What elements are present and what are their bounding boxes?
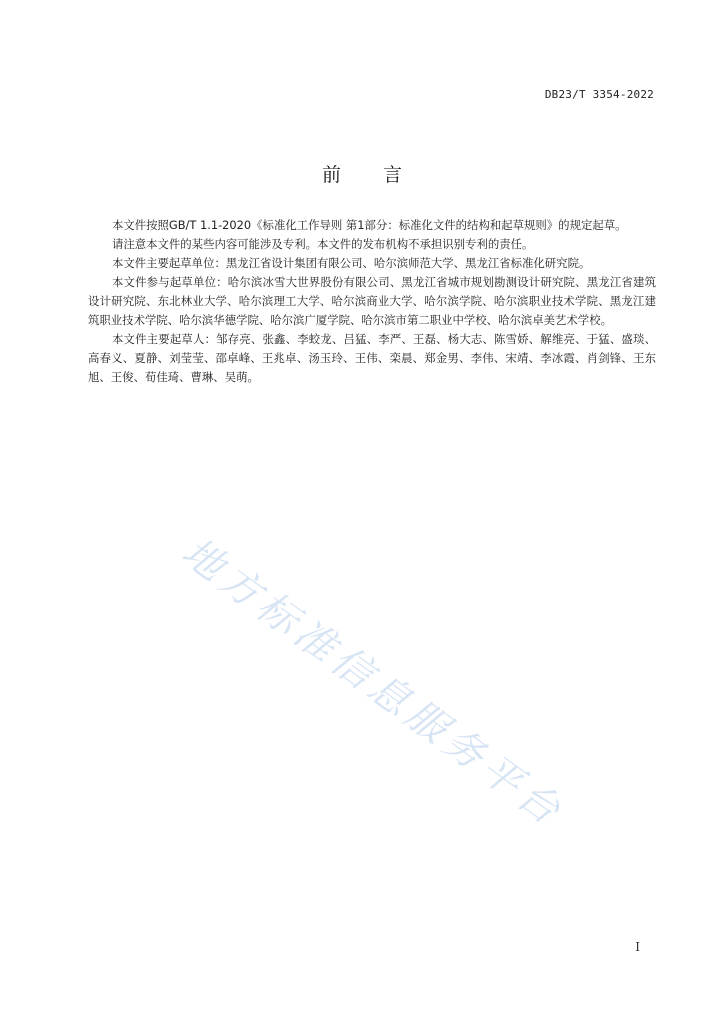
section-title: 前言 <box>321 164 444 186</box>
body-text <box>88 216 656 387</box>
paragraph-drafting-rules: 本文件按照GB/T 1.1-2020《标准化工作导则 第1部分：标准化文件的结构和起草规则》的规定起草。 <box>111 218 627 232</box>
paragraph-participating-units: 本文件参与起草单位：哈尔滨冰雪大世界股份有限公司、黑龙江省城市规划勘测设计研究院、黑龙江省建筑设计研究院、东北林业大学、哈尔滨理工大学、哈尔滨商业大学、哈尔滨学院、哈尔滨职业技术学院、黑龙江建筑职业技术学院、哈尔滨华德学院、哈尔滨广厦学院、哈尔滨市第二职业中学校、哈尔滨卓美艺术学校。 <box>88 275 656 327</box>
page-number: I <box>635 940 640 954</box>
document-code: DB23/T 3354-2022 <box>544 88 654 101</box>
watermark: 地方标准信息服务平台 <box>173 529 573 837</box>
paragraph-patent-notice: 请注意本文件的某些内容可能涉及专利。本文件的发布机构不承担识别专利的责任。 <box>111 237 534 251</box>
paragraph-main-drafting-units: 本文件主要起草单位：黑龙江省设计集团有限公司、哈尔滨师范大学、黑龙江省标准化研究院。 <box>111 256 591 270</box>
paragraph-main-drafters: 本文件主要起草人：邹存亮、张鑫、李蛟龙、吕猛、李严、王磊、杨大志、陈雪娇、解维亮、于猛、盛琰、高春义、夏静、刘莹莹、邵卓峰、王兆卓、汤玉玲、王伟、栾晨、郑金男、李伟、宋靖、李冰霞、肖剑锋、王东旭、王俊、荀佳琦、曹琳、吴萌。 <box>88 332 656 384</box>
